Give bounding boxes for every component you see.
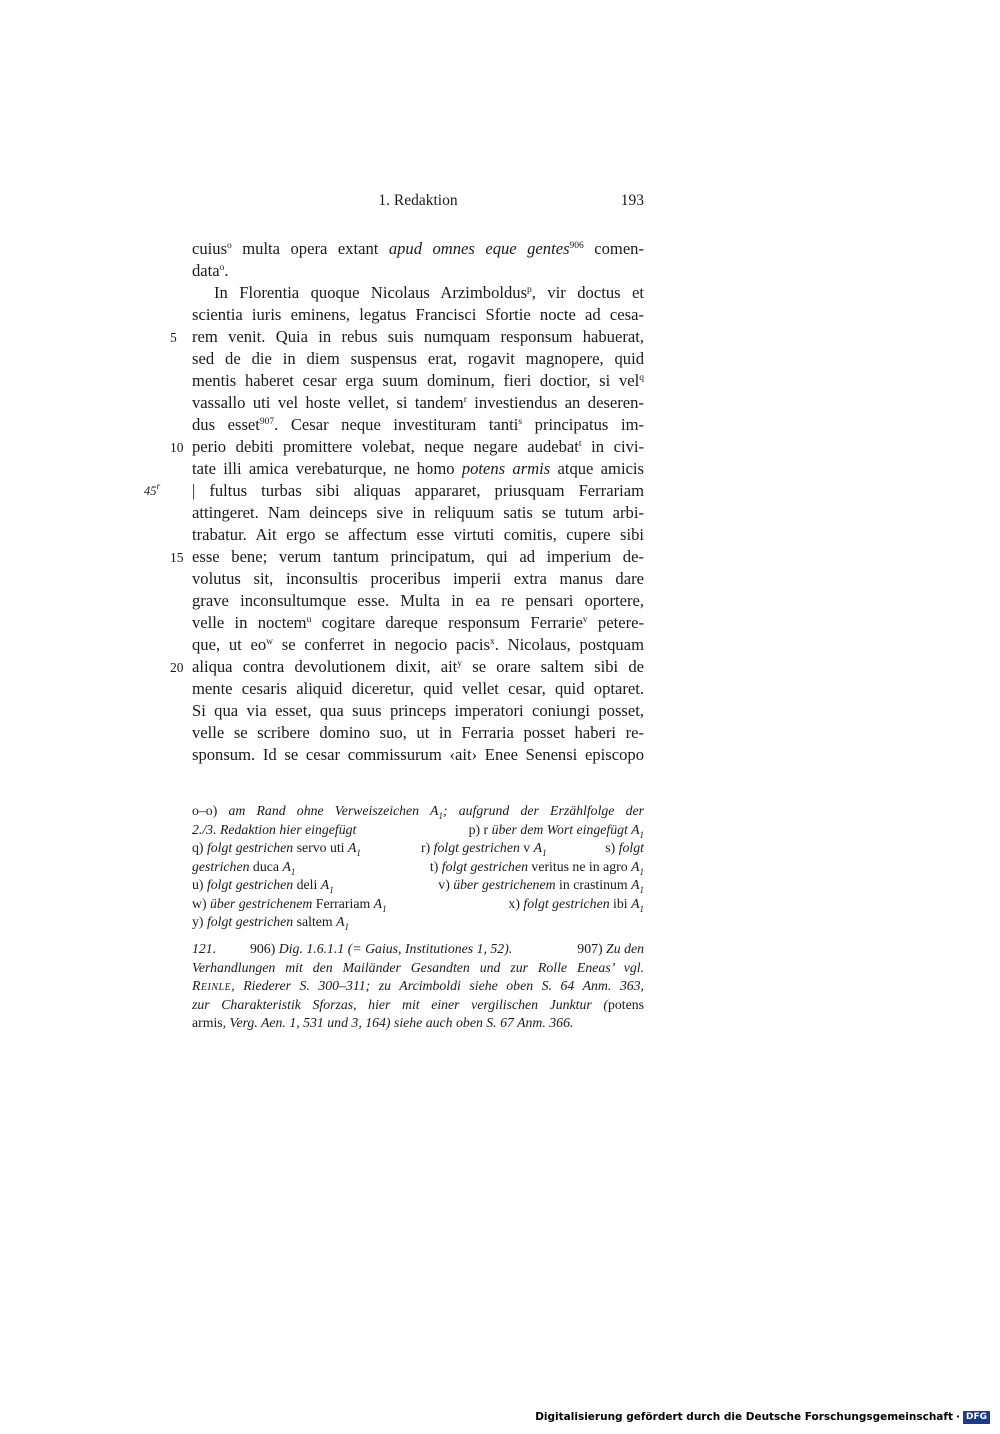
text-line: tate illi amica verebaturque, ne homo potens armis atque amicis [192,459,644,478]
text-line: scientia iuris eminens, legatus Francisci Sfortie nocte ad cesa- [192,305,644,324]
text-line: cuius$^o$ multa opera extant apud omnes eque gentes$^{906}$ comen- [192,239,645,258]
apparatus-line: o–o) am Rand ohne Verweiszeichen $A_1$; aufgrund der Erzählfolge der [192,803,644,821]
text-line: trabatur. Ait ergo se affectum esse virtuti comitis, cupere sibi [192,525,644,544]
text-line: vassallo uti vel hoste vellet, si tandem$^r$ investiendus an deseren- [192,393,644,412]
text-line: attingeret. Nam deinceps sive in reliquum satis se tutum arbi- [192,503,644,522]
text-line: 45$^r$ | fultus turbas sibi aliquas appararet, priusquam Ferrariam [144,481,644,500]
folio-marker: 45$^r$ [144,482,161,498]
apparatus-line: y) folgt gestrichen saltem $A_1$ [192,914,350,932]
text-line: velle se scribere domino suo, ut in Ferraria posset haberi re- [192,723,644,742]
footer-separator: · [955,1411,960,1423]
footnote-line: Reinle, Riederer S. 300–311; zu Arcimboldi siehe oben S. 64 Anm. 363, [192,978,644,993]
dfg-logo: DFG [963,1411,990,1424]
text-line: mente cesaris aliquid diceretur, quid vellet cesar, quid optaret. [192,679,644,698]
main-text [144,238,645,766]
apparatus-line: w) über gestrichenem Ferrariam $A_1$ x) folgt gestrichen ibi $A_1$ [192,895,644,914]
text-line: dus esset$^{907}$. Cesar neque investituram tanti$^s$ principatus im- [192,415,644,434]
apparatus-line: u) folgt gestrichen deli $A_1$ v) über gestrichenem in crastinum $A_1$ [192,877,644,895]
apparatus-line: q) folgt gestrichen servo uti $A_1$ r) folgt gestrichen v $A_1$ s) folgt [192,840,644,858]
text-line: In Florentia quoque Nicolaus Arzimboldus$^p$, vir doctus et [214,283,644,302]
text-line: grave inconsultumque esse. Multa in ea re pensari oportere, [192,591,644,610]
text-line: 20 aliqua contra devolutionem dixit, ait$^y$ se orare saltem sibi de [192,656,644,678]
line-number: 20 [170,660,184,675]
text-line: sponsum. Id se cesar commissurum ‹ait› Enee Senensi episcopo [192,745,644,764]
footnote-line: zur Charakteristik Sforzas, hier mit einer vergilischen Junktur (potens [192,996,644,1012]
text-line: sed de die in diem suspensus erat, rogavit magnopere, quid [192,349,644,368]
apparatus-line: 2./3. Redaktion hier eingefügt p) r über dem Wort eingefügt $A_1$ [192,821,644,840]
dfg-credit-footer [535,1410,990,1424]
line-number: 15 [170,550,184,565]
text-line: 10 perio debiti promittere volebat, neque negare audebat$^t$ in civi- [192,436,644,458]
critical-apparatus [192,802,644,932]
text-line: Si qua via esset, qua suus princeps imperatori coniungi posset, [192,701,644,720]
footnotes [192,940,644,1033]
text-line: data$^o$. [192,261,229,280]
text-line: que, ut $eo^w$ se conferret in negocio pacis$^x$. Nicolaus, postquam [192,635,644,654]
page-header [192,192,644,216]
text-line: volutus sit, inconsultis proceribus imperii extra manus dare [192,569,644,588]
dfg-credit-text: Digitalisierung gefördert durch die Deutsche Forschungsgemeinschaft [535,1411,953,1423]
page-number: 193 [620,192,644,209]
running-title: 1. Redaktion [378,192,458,209]
line-number: 5 [170,330,177,345]
line-number: 10 [170,440,184,455]
apparatus-line: gestrichen duca $A_1$ t) folgt gestrichen veritus ne in agro $A_1$ [192,858,644,877]
text-line: velle in noctem$^u$ cogitare dareque responsum Ferrarie$^v$ petere- [192,613,644,632]
footnote-line: 121. 906) Dig. 1.6.1.1 (= Gaius, Institutiones 1, 52). 907) Zu den [192,941,644,956]
text-line: 15 esse bene; verum tantum principatum, qui ad imperium de- [192,546,644,568]
footnote-line: Verhandlungen mit den Mailänder Gesandten und zur Rolle Eneas’ vgl. [192,959,644,975]
text-line: 5 rem venit. Quia in rebus suis numquam responsum habuerat, [192,326,644,348]
text-line: mentis haberet cesar erga suum dominum, fieri doctior, si vel$^q$ [192,371,644,390]
footnote-line: armis, Verg. Aen. 1, 531 und 3, 164) siehe auch oben S. 67 Anm. 366. [192,1015,574,1030]
